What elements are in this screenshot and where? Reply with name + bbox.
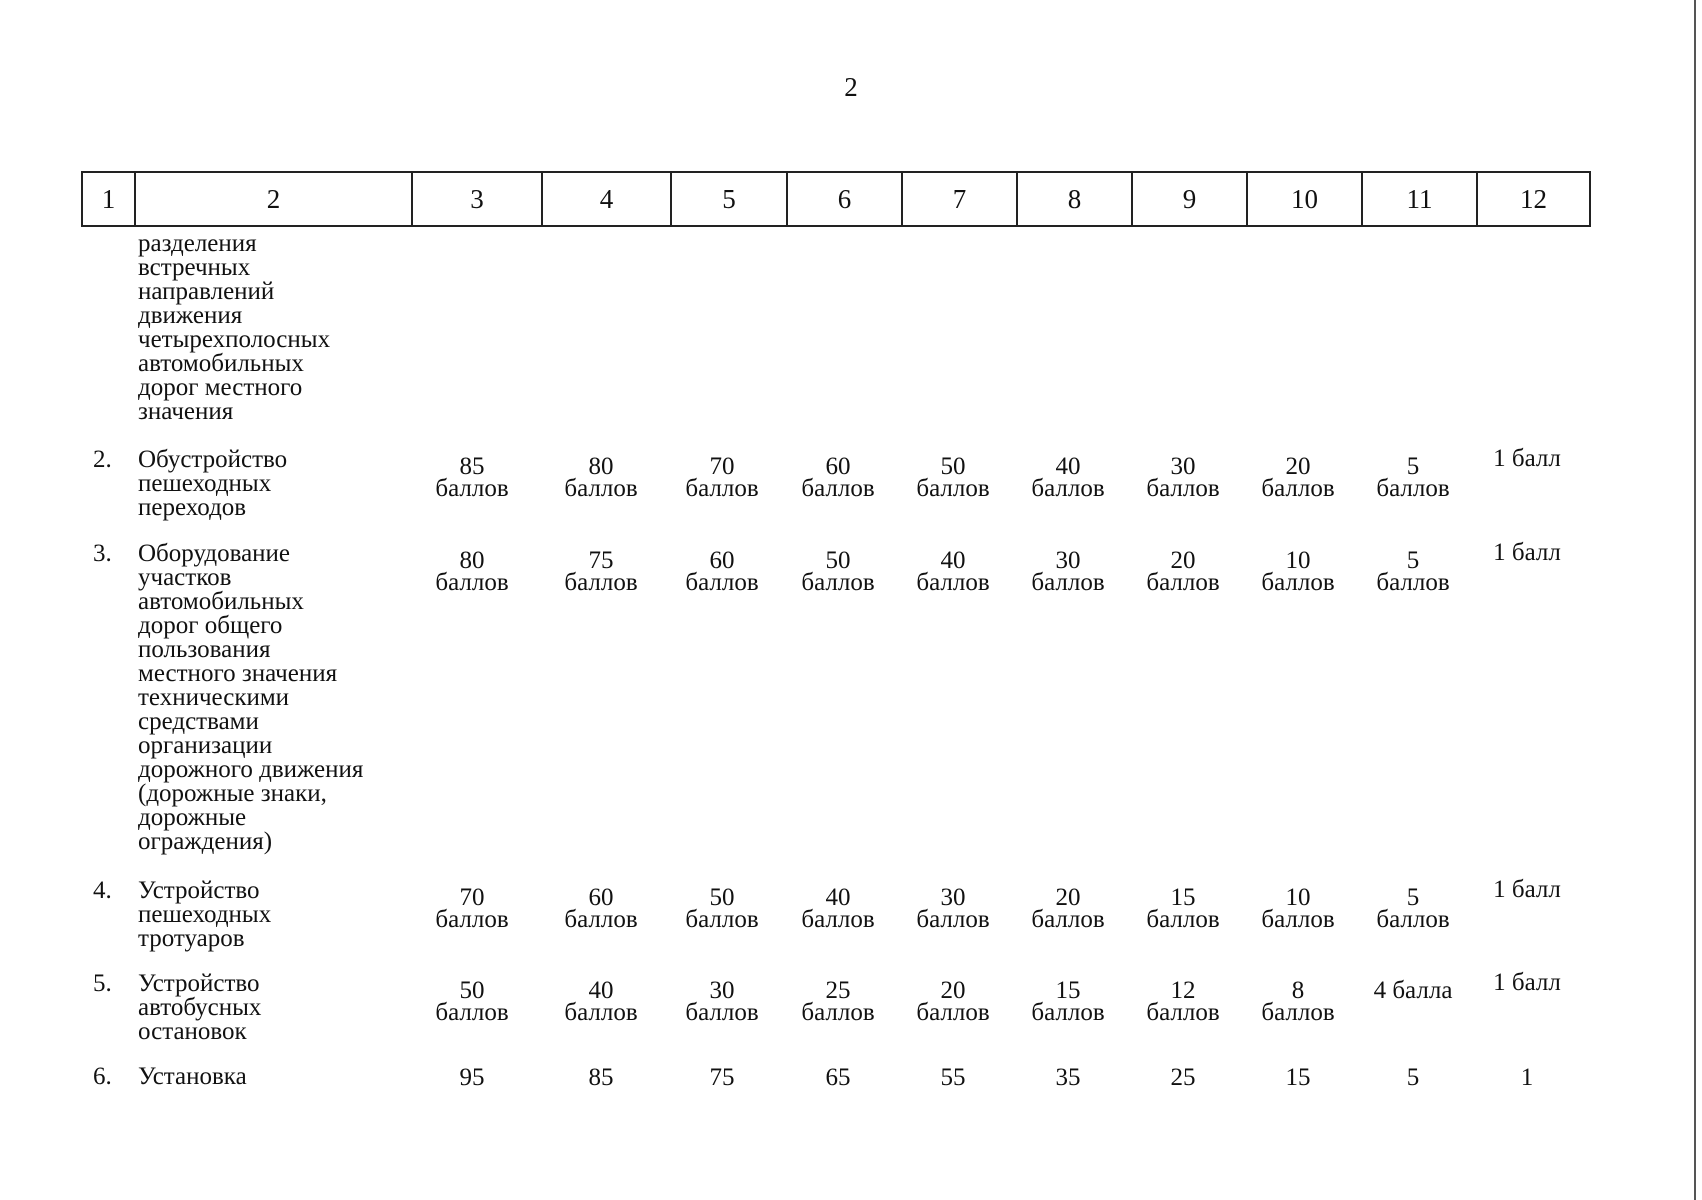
row-label-line: местного значения (138, 660, 338, 687)
row-label-line: (дорожные знаки, (138, 780, 327, 807)
score-value: 85 (588, 1064, 614, 1091)
row-label-line: пользования (138, 636, 271, 663)
score-unit: баллов (435, 475, 509, 502)
score-unit: баллов (685, 906, 759, 933)
table-row (81, 539, 1589, 872)
score-value: 50 (940, 453, 966, 480)
score-value: 8 (1291, 977, 1305, 1004)
score-unit: баллов (801, 999, 875, 1026)
score-value: 55 (940, 1064, 966, 1091)
score-value: 5 (1406, 547, 1420, 574)
row-label-line: переходов (138, 494, 247, 521)
score-cell (893, 884, 1013, 933)
score-cell (412, 453, 532, 502)
score-unit: баллов (564, 906, 638, 933)
score-value: 60 (709, 547, 735, 574)
header-cell-6: 6 (787, 172, 902, 226)
score-value: 80 (459, 547, 485, 574)
row-label (138, 448, 408, 520)
score-value: 4 балла (1373, 977, 1453, 1004)
score-value: 30 (1055, 547, 1081, 574)
row-label (138, 542, 408, 854)
score-unit: баллов (564, 569, 638, 596)
score-value: 1 балл (1493, 445, 1561, 472)
score-cell (1123, 547, 1243, 596)
score-unit: баллов (1376, 569, 1450, 596)
score-value: 75 (588, 547, 614, 574)
score-cell (1353, 977, 1473, 1004)
row-label-line: разделения (138, 230, 257, 257)
header-cell-5: 5 (671, 172, 787, 226)
score-cell (541, 884, 661, 933)
header-cell-11: 11 (1362, 172, 1477, 226)
score-unit: баллов (1376, 906, 1450, 933)
score-cell (1353, 1064, 1473, 1091)
score-value: 30 (709, 977, 735, 1004)
score-value: 20 (1285, 453, 1311, 480)
row-label (138, 972, 408, 1044)
row-label (138, 879, 408, 951)
column-number-header (81, 171, 1591, 227)
score-value: 95 (459, 1064, 485, 1091)
score-cell (412, 977, 532, 1026)
score-value: 65 (825, 1064, 851, 1091)
score-value: 80 (588, 453, 614, 480)
table-row (81, 969, 1589, 1052)
table-row (81, 445, 1589, 528)
table-row (81, 232, 1589, 432)
score-value: 20 (1055, 884, 1081, 911)
row-label-line: пешеходных (138, 470, 272, 497)
score-unit: баллов (916, 475, 990, 502)
score-cell (778, 884, 898, 933)
score-value: 50 (825, 547, 851, 574)
score-cell (893, 547, 1013, 596)
score-value: 5 (1406, 453, 1420, 480)
score-unit: баллов (1261, 475, 1335, 502)
row-label-line: пешеходных (138, 901, 272, 928)
score-value: 40 (588, 977, 614, 1004)
row-label-line: движения (138, 302, 243, 329)
score-value: 75 (709, 1064, 735, 1091)
score-cell (893, 977, 1013, 1026)
score-cell (1238, 547, 1358, 596)
score-value: 70 (459, 884, 485, 911)
header-cell-10: 10 (1247, 172, 1362, 226)
score-unit: баллов (1146, 569, 1220, 596)
score-cell (1467, 876, 1587, 903)
score-unit: баллов (801, 475, 875, 502)
page-number: 2 (844, 72, 858, 102)
header-cell-7: 7 (902, 172, 1017, 226)
score-unit: баллов (1376, 475, 1450, 502)
score-cell (893, 453, 1013, 502)
score-cell (412, 1064, 532, 1091)
score-cell (662, 453, 782, 502)
score-unit: баллов (916, 906, 990, 933)
row-label-line: Установка (138, 1063, 247, 1090)
score-value: 10 (1285, 884, 1311, 911)
score-value: 40 (1055, 453, 1081, 480)
score-unit: баллов (1031, 475, 1105, 502)
score-value: 35 (1055, 1064, 1081, 1091)
score-cell (541, 977, 661, 1026)
score-value: 70 (709, 453, 735, 480)
score-cell (778, 977, 898, 1026)
score-cell (1008, 453, 1128, 502)
score-cell (1467, 539, 1587, 566)
score-value: 20 (1170, 547, 1196, 574)
row-label-line: дорожного движения (138, 756, 364, 783)
score-cell (541, 1064, 661, 1091)
score-cell (662, 977, 782, 1026)
score-cell (662, 884, 782, 933)
row-label (138, 1065, 408, 1089)
row-label-line: Устройство (138, 877, 260, 904)
header-cell-12: 12 (1477, 172, 1590, 226)
score-cell (1353, 453, 1473, 502)
score-value: 25 (825, 977, 851, 1004)
row-label-line: направлений (138, 278, 275, 305)
score-value: 1 балл (1493, 539, 1561, 566)
row-number: 5. (93, 970, 112, 997)
score-value: 25 (1170, 1064, 1196, 1091)
score-cell (662, 547, 782, 596)
score-cell (1467, 969, 1587, 996)
row-label-line: Оборудование (138, 540, 291, 567)
row-label-line: значения (138, 398, 234, 425)
score-unit: баллов (685, 569, 759, 596)
score-cell (893, 1064, 1013, 1091)
score-unit: баллов (435, 906, 509, 933)
header-cell-1: 1 (82, 172, 135, 226)
scan-edge-line (1694, 0, 1696, 1200)
score-value: 1 (1520, 1064, 1534, 1091)
score-value: 30 (940, 884, 966, 911)
header-cell-2: 2 (135, 172, 412, 226)
score-unit: баллов (916, 999, 990, 1026)
score-cell (1353, 547, 1473, 596)
row-label-line: техническими (138, 684, 290, 711)
score-unit: баллов (1146, 475, 1220, 502)
row-label-line: организации (138, 732, 273, 759)
header-cell-3: 3 (412, 172, 542, 226)
score-value: 50 (709, 884, 735, 911)
score-cell (1123, 453, 1243, 502)
score-value: 1 балл (1493, 876, 1561, 903)
score-value: 20 (940, 977, 966, 1004)
score-value: 85 (459, 453, 485, 480)
table-row (81, 876, 1589, 959)
row-label-line: автобусных (138, 994, 262, 1021)
score-value: 12 (1170, 977, 1196, 1004)
row-label-line: встречных (138, 254, 251, 281)
score-unit: баллов (801, 569, 875, 596)
row-label-line: дорог общего (138, 612, 283, 639)
score-value: 40 (825, 884, 851, 911)
score-unit: баллов (1261, 569, 1335, 596)
score-cell (541, 547, 661, 596)
row-label-line: Обустройство (138, 446, 288, 473)
score-value: 30 (1170, 453, 1196, 480)
row-label-line: тротуаров (138, 925, 245, 952)
score-value: 15 (1170, 884, 1196, 911)
score-value: 1 балл (1493, 969, 1561, 996)
row-label-line: дорожные (138, 804, 247, 831)
score-unit: баллов (1031, 906, 1105, 933)
row-label-line: автомобильных (138, 350, 304, 377)
header-cell-8: 8 (1017, 172, 1132, 226)
score-unit: баллов (564, 475, 638, 502)
score-cell (541, 453, 661, 502)
row-label-line: четырехполосных (138, 326, 331, 353)
score-cell (778, 1064, 898, 1091)
row-number: 6. (93, 1063, 112, 1090)
score-cell (778, 547, 898, 596)
score-unit: баллов (685, 475, 759, 502)
score-unit: баллов (435, 569, 509, 596)
score-unit: баллов (564, 999, 638, 1026)
score-cell (1008, 547, 1128, 596)
score-value: 10 (1285, 547, 1311, 574)
score-unit: баллов (435, 999, 509, 1026)
row-number: 3. (93, 540, 112, 567)
score-cell (778, 453, 898, 502)
score-cell (1238, 453, 1358, 502)
score-cell (662, 1064, 782, 1091)
header-cell-9: 9 (1132, 172, 1247, 226)
score-unit: баллов (916, 569, 990, 596)
score-unit: баллов (1146, 999, 1220, 1026)
score-unit: баллов (1261, 999, 1335, 1026)
score-unit: баллов (801, 906, 875, 933)
score-cell (1238, 884, 1358, 933)
row-label-line: автомобильных (138, 588, 304, 615)
score-value: 5 (1406, 1064, 1420, 1091)
table-row (81, 1065, 1589, 1105)
row-number: 2. (93, 446, 112, 473)
row-label-line: участков (138, 564, 232, 591)
row-number: 4. (93, 877, 112, 904)
row-label-line: ограждения) (138, 828, 273, 855)
score-cell (412, 547, 532, 596)
score-cell (1353, 884, 1473, 933)
score-unit: баллов (1146, 906, 1220, 933)
score-value: 15 (1055, 977, 1081, 1004)
score-cell (1123, 884, 1243, 933)
row-label (138, 232, 408, 424)
score-cell (1123, 1064, 1243, 1091)
score-value: 15 (1285, 1064, 1311, 1091)
score-unit: баллов (1261, 906, 1335, 933)
score-unit: баллов (1031, 569, 1105, 596)
score-cell (1467, 1064, 1587, 1091)
score-cell (1238, 1064, 1358, 1091)
score-value: 60 (588, 884, 614, 911)
score-cell (1008, 977, 1128, 1026)
score-value: 40 (940, 547, 966, 574)
score-cell (412, 884, 532, 933)
score-value: 50 (459, 977, 485, 1004)
row-label-line: остановок (138, 1018, 247, 1045)
score-cell (1467, 445, 1587, 472)
score-value: 5 (1406, 884, 1420, 911)
row-label-line: Устройство (138, 970, 260, 997)
score-cell (1123, 977, 1243, 1026)
row-label-line: средствами (138, 708, 259, 735)
row-label-line: дорог местного (138, 374, 303, 401)
score-value: 60 (825, 453, 851, 480)
score-cell (1008, 884, 1128, 933)
score-unit: баллов (1031, 999, 1105, 1026)
score-cell (1008, 1064, 1128, 1091)
header-cell-4: 4 (542, 172, 671, 226)
score-cell (1238, 977, 1358, 1026)
score-unit: баллов (685, 999, 759, 1026)
